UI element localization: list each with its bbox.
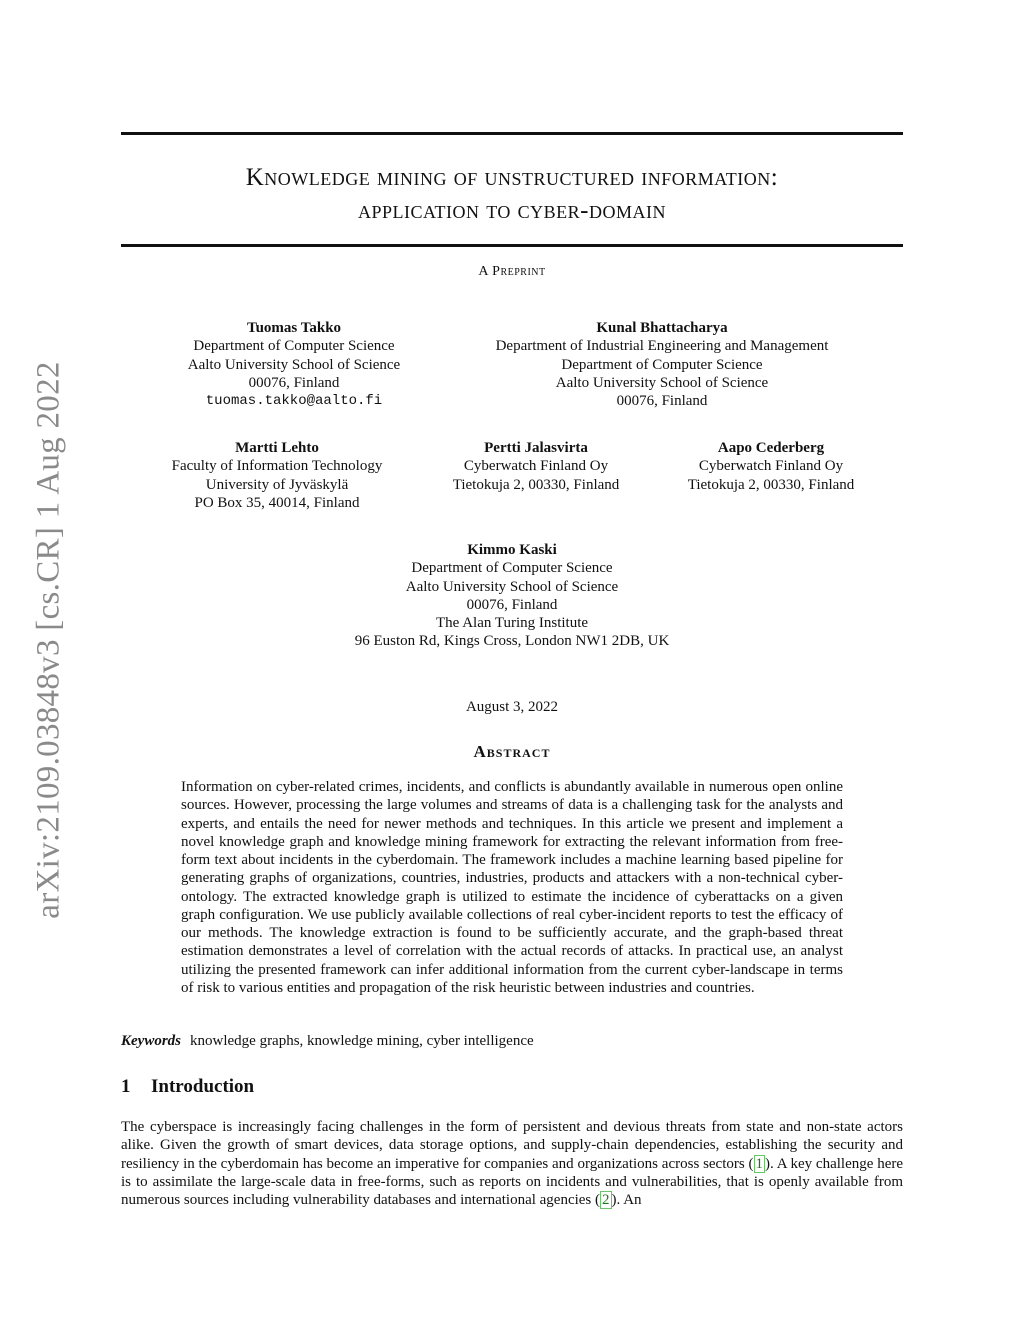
author-name: Martti Lehto: [235, 440, 319, 456]
abstract-heading: Abstract: [473, 742, 551, 761]
author-affiliation: Tietokuja 2, 00330, Finland: [687, 476, 855, 493]
author-affiliation: Aalto University School of Science: [555, 374, 769, 391]
author-affiliation: University of Jyväskylä: [205, 476, 349, 493]
title-top-rule: [121, 132, 903, 135]
author-affiliation: 00076, Finland: [248, 374, 340, 391]
author-email[interactable]: tuomas.takko@aalto.fi: [205, 393, 383, 410]
abstract-body: Information on cyber-related crimes, incidents, and conflicts is abundantly available in numerous open online sources. However, processing the large volumes and streams of data is a challenging task for the analysts and experts, and entails the need for newer methods and techniques. In this article we present and implement a novel knowledge graph and knowledge mining framework for extracting the relevant information from free-form text about incidents in the cyberdomain. The framework includes a machine learning based pipeline for generating graphs of organizations, countries, industries, products and attackers with a non-technical cyber-ontology. The extracted knowledge graph is utilized to estimate the incidence of cyberattacks on a given graph configuration. We use publicly available collections of real cyber-incident reports to test the efficacy of our methods. The knowledge extraction is found to be sufficiently accurate, and the graph-based threat estimation demonstrates a level of correlation with the actual records of attacks. In practical use, an analyst utilizing the presented framework can infer additional information from the current cyber-landscape in terms of risk to various entities and propagation of the risk heuristic between industries and countries.: [181, 779, 843, 996]
author-block-lehto: [172, 439, 383, 512]
author-name: Aapo Cederberg: [717, 440, 825, 456]
keywords: [121, 1033, 903, 1050]
author-affiliation: Aalto University School of Science: [405, 578, 619, 595]
section-heading-introduction: [121, 1076, 254, 1098]
author-block-takko: [188, 319, 400, 410]
section-title: Introduction: [151, 1076, 255, 1097]
title-line-2: application to cyber-domain: [357, 197, 666, 224]
author-affiliation: Department of Industrial Engineering and Management: [495, 338, 829, 355]
author-block-jalasvirta: [453, 439, 620, 494]
paper-title: [121, 161, 903, 227]
publication-date: August 3, 2022: [465, 699, 559, 715]
author-name: Kimmo Kaski: [467, 542, 557, 558]
author-affiliation: 00076, Finland: [616, 393, 708, 410]
arxiv-identifier: arXiv:2109.03848v3 [cs.CR] 1 Aug 2022: [30, 361, 67, 919]
author-affiliation: 00076, Finland: [466, 596, 558, 613]
citation-link[interactable]: 2: [602, 1192, 610, 1208]
citation-link[interactable]: 1: [755, 1155, 763, 1172]
keywords-label: Keywords: [121, 1033, 181, 1049]
author-block-bhattacharya: [496, 319, 829, 410]
author-name: Kunal Bhattacharya: [596, 320, 728, 336]
author-affiliation: PO Box 35, 40014, Finland: [194, 494, 360, 511]
intro-text: ). An: [611, 1192, 642, 1208]
author-affiliation: Cyberwatch Finland Oy: [698, 458, 844, 475]
author-affiliation: Department of Computer Science: [561, 356, 763, 373]
intro-text: ). A key challenge here is to assimilate the large-scale data in free-forms, such as reports on incidents and vulnerabilities, that is openly available from numerous sources including vulnerability databases and international agencies (: [121, 1155, 903, 1208]
author-name: Pertti Jalasvirta: [484, 440, 588, 456]
author-affiliation: Cyberwatch Finland Oy: [463, 458, 609, 475]
author-name: Tuomas Takko: [246, 320, 342, 336]
keywords-text: knowledge graphs, knowledge mining, cyber intelligence: [190, 1033, 534, 1049]
intro-text: The cyberspace is increasingly facing challenges in the form of persistent and devious threats from state and non-state actors alike. Given the growth of smart devices, data storage options, and supply-chain dependencies, establishing the security and resiliency in the cyberdomain has become an imperative for companies and organizations across sectors (: [121, 1119, 903, 1172]
author-affiliation: Department of Computer Science: [411, 560, 613, 577]
author-affiliation: Department of Computer Science: [193, 338, 395, 355]
author-block-kaski: [355, 541, 670, 651]
author-affiliation: Aalto University School of Science: [187, 356, 401, 373]
introduction-paragraph: [121, 1118, 903, 1209]
author-affiliation: The Alan Turing Institute: [435, 615, 589, 632]
section-number: 1: [121, 1076, 131, 1097]
title-line-1: Knowledge mining of unstructured information:: [245, 164, 779, 191]
title-bottom-rule: [121, 244, 903, 247]
author-affiliation: Faculty of Information Technology: [171, 458, 383, 475]
author-block-cederberg: [688, 439, 855, 494]
preprint-label: A Preprint: [478, 264, 546, 279]
author-affiliation: Tietokuja 2, 00330, Finland: [452, 476, 620, 493]
author-affiliation: 96 Euston Rd, Kings Cross, London NW1 2DB, UK: [354, 633, 670, 650]
